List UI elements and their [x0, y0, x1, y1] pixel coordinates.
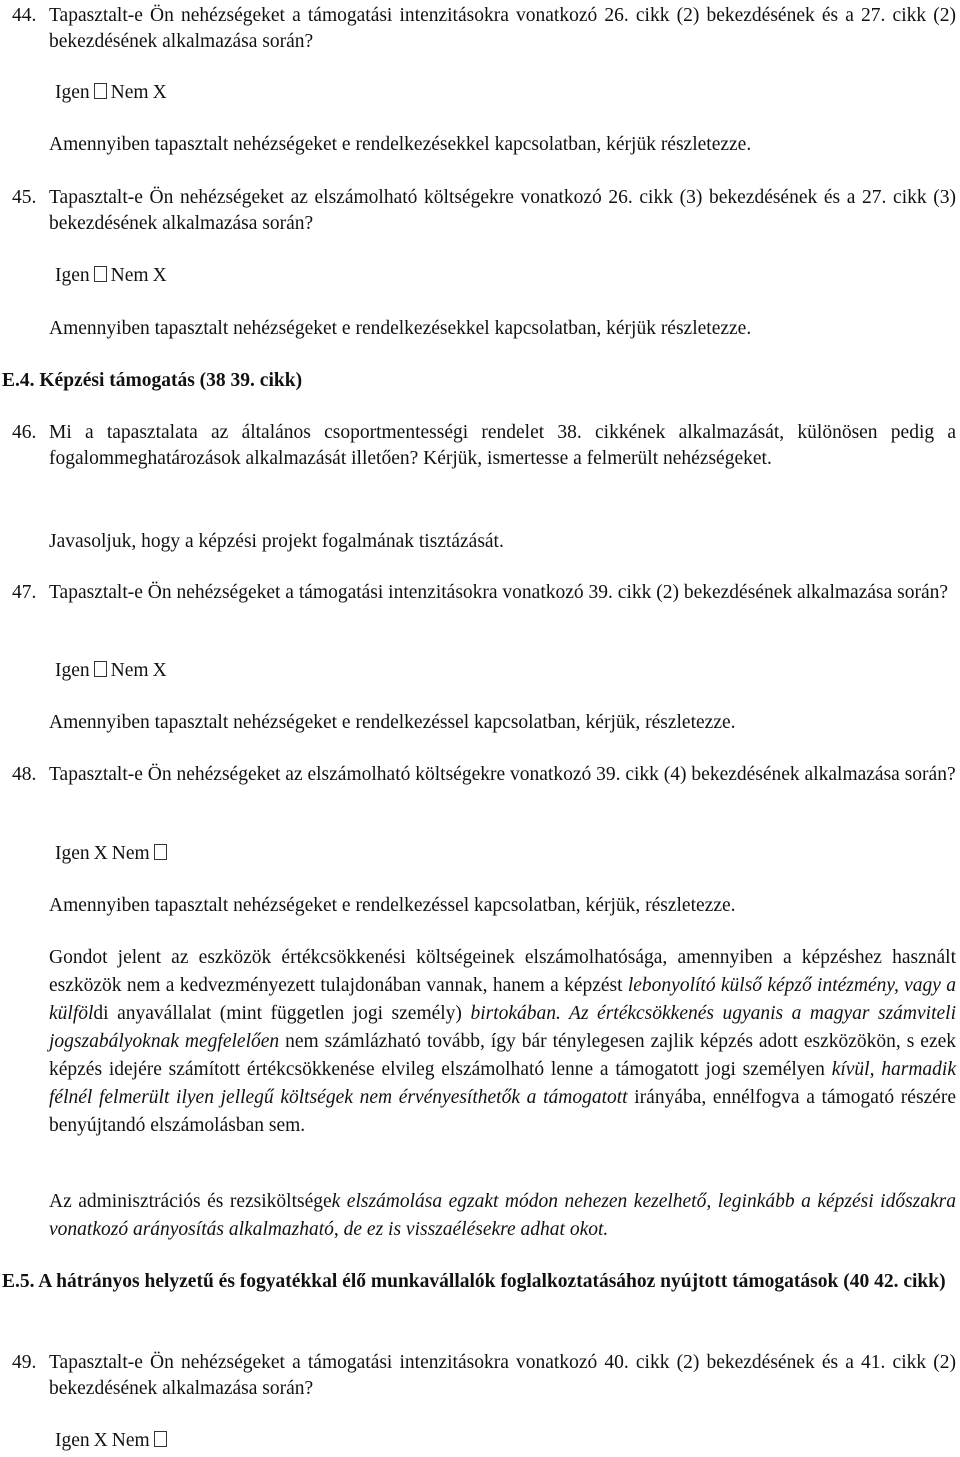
empty-checkbox-icon	[94, 83, 107, 99]
no-label: Nem	[110, 82, 149, 103]
question-45	[12, 185, 956, 237]
empty-checkbox-icon	[154, 844, 167, 860]
yes-label: Igen	[55, 82, 90, 103]
question-text: Mi a tapasztalata az általános csoportmentességi rendelet 38. cikkének alkalmazását, különösen pedig a fogalommeghatározások alkalmazását illetően? Kérjük, ismertesse a felmerült nehézségeket.	[49, 422, 956, 469]
text-run: Gondot jelent az eszközök értékcsökkenési költségeinek elszámolhatósága, amennyiben a képzéshez használt eszközök nem a kedvezményezett tulajdonában vannak, hanem a képzést	[49, 947, 956, 996]
question-44	[12, 3, 956, 55]
yes-label: Igen	[55, 265, 90, 286]
italic-run: kívül, harmadik félnél felmerült ilyen jellegű költségek nem érvényesíthetők a támogatott	[49, 1059, 956, 1108]
question-49	[12, 1350, 956, 1402]
comment-45: Amennyiben tapasztalt nehézségeket e rendelkezésekkel kapcsolatban, kérjük részletezze.	[49, 318, 752, 339]
answer-46: Javasoljuk, hogy a képzési projekt fogalmának tisztázását.	[49, 531, 504, 552]
x-mark-icon: X	[93, 843, 108, 864]
question-text: Tapasztalt-e Ön nehézségeket a támogatási intenzitásokra vonatkozó 40. cikk (2) bekezdésének és a 41. cikk (2) bekezdésének alkalmazása során?	[49, 1352, 956, 1399]
section-heading-e5: E.5. A hátrányos helyzetű és fogyatékkal élő munkavállalók foglalkoztatásához nyújtott támogatások (40 42. cikk)	[2, 1271, 946, 1292]
yes-label: Igen	[55, 843, 90, 864]
question-text: Tapasztalt-e Ön nehézségeket az elszámolható költségekre vonatkozó 26. cikk (3) bekezdésének és a 27. cikk (3) bekezdésének alkalmazása során?	[49, 187, 956, 234]
answer-choice-44	[55, 80, 171, 106]
question-text: Tapasztalt-e Ön nehézségeket a támogatási intenzitásokra vonatkozó 39. cikk (2) bekezdésének alkalmazása során?	[49, 582, 949, 603]
text-run: irányába, ennélfogva a támogató részére benyújtandó elszámolásban sem.	[49, 1087, 956, 1136]
question-47	[12, 580, 956, 606]
question-number: 44.	[12, 5, 37, 26]
comment-44: Amennyiben tapasztalt nehézségeket e rendelkezésekkel kapcsolatban, kérjük részletezze.	[49, 134, 752, 155]
no-label: Nem	[111, 843, 150, 864]
empty-checkbox-icon	[154, 1431, 167, 1447]
x-mark-icon: X	[93, 1430, 108, 1451]
italic-run: k elszámolása egzakt módon nehezen kezelhető, leginkább a képzési időszakra vonatkozó arányosítás alkalmazható, de ez is visszaélésekre adhat okot.	[49, 1191, 956, 1240]
x-mark-icon: X	[152, 82, 167, 103]
answer-choice-47	[55, 658, 171, 684]
empty-checkbox-icon	[94, 266, 107, 282]
question-48	[12, 762, 956, 788]
no-label: Nem	[110, 660, 149, 681]
text-run: di anyavállalat (mint független jogi személy)	[93, 1003, 471, 1024]
answer-choice-49	[55, 1428, 171, 1454]
answer-choice-45	[55, 263, 171, 289]
no-label: Nem	[110, 265, 149, 286]
question-number: 45.	[12, 187, 37, 208]
no-label: Nem	[111, 1430, 150, 1451]
question-46	[12, 420, 956, 472]
x-mark-icon: X	[152, 660, 167, 681]
question-number: 48.	[12, 764, 37, 785]
question-number: 47.	[12, 582, 37, 603]
comment-48: Amennyiben tapasztalt nehézségeket e rendelkezéssel kapcsolatban, kérjük, részletezze.	[49, 895, 736, 916]
comment-47: Amennyiben tapasztalt nehézségeket e rendelkezéssel kapcsolatban, kérjük, részletezze.	[49, 712, 736, 733]
italic-run: birtokában. Az értékcsökkenés ugyanis a magyar számviteli jogszabályoknak megfelelően	[49, 1003, 956, 1052]
question-text: Tapasztalt-e Ön nehézségeket a támogatási intenzitásokra vonatkozó 26. cikk (2) bekezdésének és a 27. cikk (2) bekezdésének alkalmazása során?	[49, 5, 956, 52]
italic-run: lebonyolító külső képző intézmény, vagy a külföl	[49, 975, 956, 1024]
x-mark-icon: X	[152, 265, 167, 286]
section-heading-e4: E.4. Képzési támogatás (38 39. cikk)	[2, 370, 303, 391]
question-text: Tapasztalt-e Ön nehézségeket az elszámolható költségekre vonatkozó 39. cikk (4) bekezdésének alkalmazása során?	[49, 764, 956, 785]
question-number: 49.	[12, 1352, 37, 1373]
yes-label: Igen	[55, 1430, 90, 1451]
text-run: Az adminisztrációs és rezsiköltsége	[49, 1191, 332, 1212]
yes-label: Igen	[55, 660, 90, 681]
text-run: nem számlázható tovább, így bár ténylegesen zajlik képzés adott eszközökön, s ezek képzés idejére számított értékcsökkenése elvileg elszámolható lenne a támogatott jogi személyen	[49, 1031, 957, 1080]
question-number: 46.	[12, 422, 37, 443]
answer-choice-48	[55, 841, 171, 867]
answer-48-paragraph-1	[49, 944, 956, 1140]
empty-checkbox-icon	[94, 661, 107, 677]
answer-48-paragraph-2	[49, 1188, 956, 1244]
